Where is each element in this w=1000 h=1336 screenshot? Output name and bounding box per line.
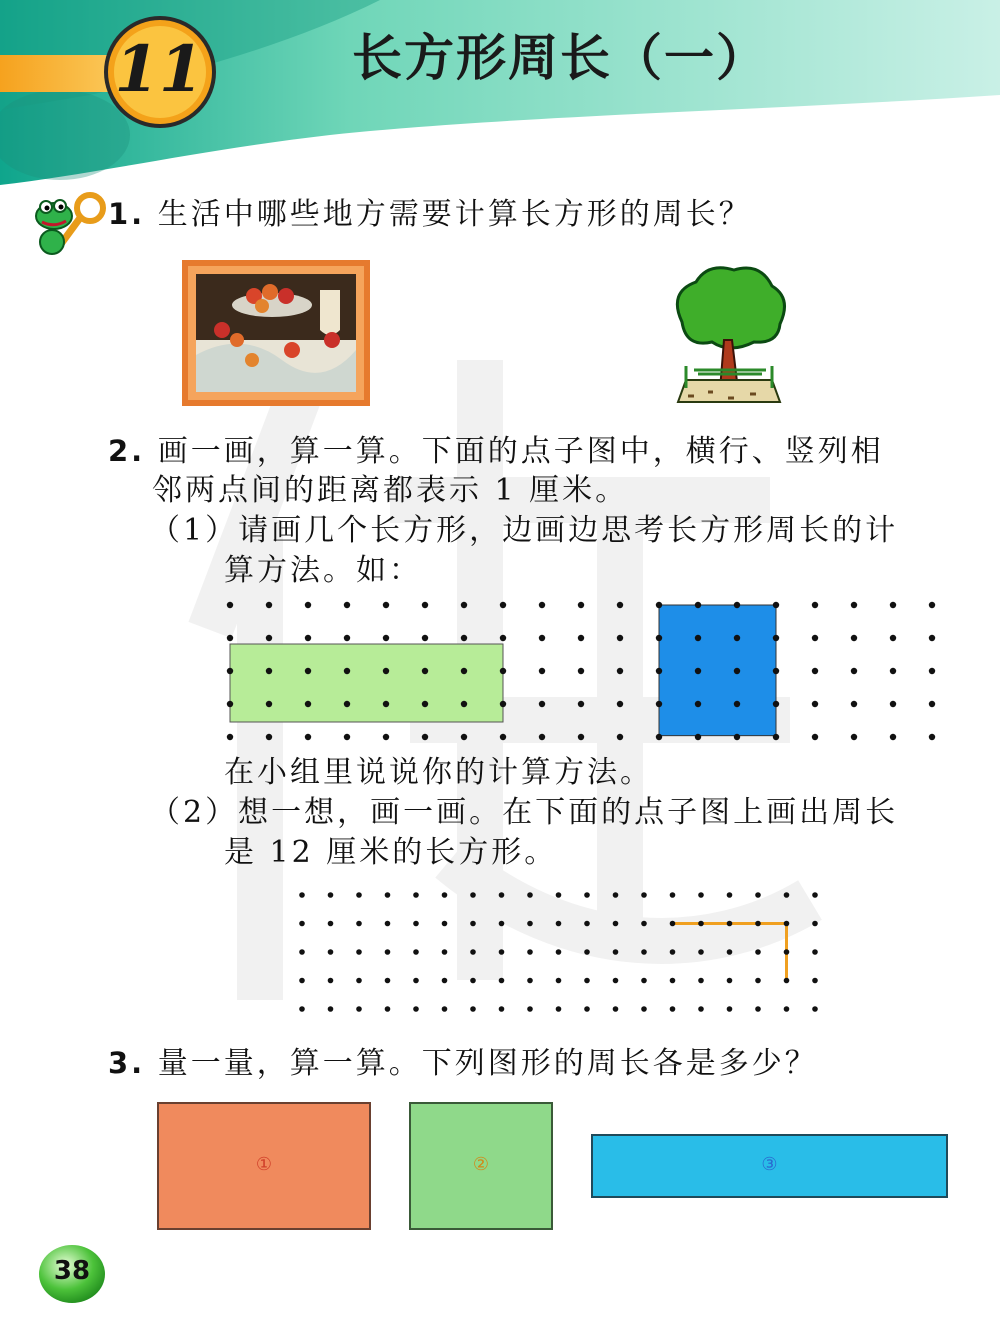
shape-1-label: ①: [255, 1154, 273, 1175]
grid-dot: [383, 734, 389, 740]
grid-dot: [413, 892, 419, 898]
q2-line1: 画一画，算一算。下面的点子图中，横行、竖列相: [157, 434, 884, 469]
grid-dot: [385, 892, 391, 898]
grid-dot: [670, 892, 676, 898]
grid-dot: [305, 602, 311, 608]
grid-dot: [266, 734, 272, 740]
q2-text-line1: [108, 431, 884, 472]
grid-dot: [556, 892, 562, 898]
grid-dot: [890, 701, 896, 707]
grid-dot: [305, 668, 311, 674]
grid-dot: [812, 1006, 818, 1012]
grid-dot: [470, 921, 476, 927]
grid-dot: [328, 892, 334, 898]
shape-3-rectangle: [591, 1134, 948, 1198]
grid-dot: [617, 668, 623, 674]
grid-dot: [500, 635, 506, 641]
grid-dot: [613, 978, 619, 984]
grid-dot: [613, 892, 619, 898]
grid-dot: [383, 602, 389, 608]
grid-dot: [385, 978, 391, 984]
grid-dot: [461, 635, 467, 641]
grid-dot: [812, 701, 818, 707]
page-number-badge: [38, 1244, 106, 1304]
grid-dot: [784, 921, 790, 927]
framed-painting-image: [182, 260, 370, 406]
grid-dot: [584, 1006, 590, 1012]
grid-dot: [442, 1006, 448, 1012]
grid-dot: [578, 635, 584, 641]
grid-dot: [617, 602, 623, 608]
shape-2-label: ②: [472, 1154, 490, 1175]
grid-dot: [773, 734, 779, 740]
grid-dot: [670, 1006, 676, 1012]
q3-question: 量一量，算一算。下列图形的周长各是多少？: [157, 1046, 818, 1081]
dot-grid-example: [215, 590, 955, 750]
grid-dot: [773, 701, 779, 707]
grid-dot: [656, 668, 662, 674]
grid-dot: [727, 949, 733, 955]
q2-part1-text: 请画几个长方形，边画边思考长方形周长的计: [238, 513, 899, 548]
grid-dot: [328, 949, 334, 955]
grid-dot: [617, 635, 623, 641]
grid-dot: [784, 892, 790, 898]
q2-part1-after: 在小组里说说你的计算方法。: [224, 755, 653, 790]
grid-dot: [656, 734, 662, 740]
grid-dot: [500, 668, 506, 674]
grid-dot: [727, 1006, 733, 1012]
grid-dot: [344, 734, 350, 740]
grid-dot: [812, 892, 818, 898]
grid-dot: [499, 1006, 505, 1012]
grid-dot: [584, 921, 590, 927]
grid-dot: [461, 734, 467, 740]
grid-dot: [328, 978, 334, 984]
grid-dot: [698, 978, 704, 984]
grid-dot: [734, 734, 740, 740]
grid-dot: [578, 602, 584, 608]
grid-dot: [539, 668, 545, 674]
grid-dot: [812, 734, 818, 740]
grid-dot: [734, 701, 740, 707]
example-square-blue: [659, 605, 776, 736]
grid-dot: [356, 978, 362, 984]
grid-dot: [539, 701, 545, 707]
grid-dot: [344, 635, 350, 641]
grid-dot: [929, 734, 935, 740]
grid-dot: [422, 701, 428, 707]
q2-part1-label: （1）: [150, 513, 239, 548]
grid-dot: [227, 602, 233, 608]
grid-dot: [499, 978, 505, 984]
grid-dot: [695, 668, 701, 674]
grid-dot: [413, 978, 419, 984]
grid-dot: [385, 949, 391, 955]
grid-dot: [641, 921, 647, 927]
grid-dot: [890, 668, 896, 674]
grid-dot: [698, 921, 704, 927]
grid-dot: [670, 978, 676, 984]
grid-dot: [617, 701, 623, 707]
grid-dot: [413, 949, 419, 955]
grid-dot: [442, 921, 448, 927]
example-rectangle-green: [230, 644, 503, 722]
grid-dot: [461, 602, 467, 608]
grid-dot: [656, 635, 662, 641]
grid-dot: [299, 1006, 305, 1012]
grid-dot: [527, 1006, 533, 1012]
grid-dot: [461, 668, 467, 674]
grid-dot: [442, 949, 448, 955]
grid-dot: [584, 978, 590, 984]
grid-dot: [656, 701, 662, 707]
q3-number: 3.: [108, 1046, 146, 1080]
grid-dot: [500, 701, 506, 707]
grid-dot: [470, 892, 476, 898]
grid-dot: [299, 892, 305, 898]
grid-dot: [266, 668, 272, 674]
grid-dot: [929, 668, 935, 674]
grid-dot: [356, 1006, 362, 1012]
grid-dot: [422, 635, 428, 641]
q2-part1-line1: [150, 511, 898, 551]
grid-dot: [695, 701, 701, 707]
grid-dot: [734, 668, 740, 674]
page-number: 38: [53, 1256, 91, 1286]
grid-dot: [784, 1006, 790, 1012]
grid-dot: [413, 1006, 419, 1012]
grid-dot: [584, 949, 590, 955]
q2-part2-text: 想一想，画一画。在下面的点子图上画出周长: [238, 795, 899, 830]
q2-part2-line2: 是 12 厘米的长方形。: [224, 835, 558, 870]
grid-dot: [812, 949, 818, 955]
q2-part2-line1: [150, 793, 898, 833]
grid-dot: [695, 602, 701, 608]
grid-dot: [305, 635, 311, 641]
grid-dot: [784, 949, 790, 955]
grid-dot: [227, 668, 233, 674]
grid-dot: [584, 892, 590, 898]
grid-dot: [698, 892, 704, 898]
grid-dot: [499, 892, 505, 898]
grid-dot: [929, 701, 935, 707]
grid-dot: [383, 668, 389, 674]
grid-dot: [344, 701, 350, 707]
grid-dot: [556, 921, 562, 927]
grid-dot: [755, 921, 761, 927]
grid-dot: [539, 602, 545, 608]
grid-dot: [299, 978, 305, 984]
grid-dot: [851, 734, 857, 740]
grid-dot: [500, 602, 506, 608]
grid-dot: [442, 892, 448, 898]
grid-dot: [755, 978, 761, 984]
dot-grid-drawing-area[interactable]: [290, 880, 830, 1030]
grid-dot: [266, 635, 272, 641]
grid-dot: [727, 978, 733, 984]
grid-dot: [755, 949, 761, 955]
grid-dot: [641, 1006, 647, 1012]
grid-dot: [527, 978, 533, 984]
grid-dot: [470, 978, 476, 984]
grid-dot: [695, 734, 701, 740]
grid-dot: [442, 978, 448, 984]
grid-dot: [613, 1006, 619, 1012]
grid-dot: [755, 1006, 761, 1012]
grid-dot: [890, 734, 896, 740]
grid-dot: [641, 978, 647, 984]
q2-part2-label: （2）: [150, 795, 239, 830]
grid-dot: [578, 701, 584, 707]
grid-dot: [890, 635, 896, 641]
q1-question: 生活中哪些地方需要计算长方形的周长？: [157, 197, 752, 232]
grid-dot: [641, 892, 647, 898]
grid-dot: [670, 921, 676, 927]
grid-dot: [385, 921, 391, 927]
grid-dot: [527, 949, 533, 955]
grid-dot: [851, 668, 857, 674]
grid-dot: [422, 734, 428, 740]
grid-dot: [890, 602, 896, 608]
grid-dot: [734, 602, 740, 608]
grid-dot: [755, 892, 761, 898]
grid-dot: [539, 734, 545, 740]
q2-part1-line2: 算方法。如：: [224, 553, 422, 588]
grid-dot: [784, 978, 790, 984]
grid-dot: [227, 635, 233, 641]
grid-dot: [266, 602, 272, 608]
grid-dot: [613, 921, 619, 927]
grid-dot: [812, 921, 818, 927]
grid-dot: [617, 734, 623, 740]
grid-dot: [385, 1006, 391, 1012]
grid-dot: [773, 602, 779, 608]
frog-mascot-icon: [28, 190, 108, 260]
grid-dot: [422, 602, 428, 608]
grid-dot: [695, 635, 701, 641]
q1-number: 1.: [108, 197, 146, 231]
grid-dot: [470, 949, 476, 955]
q1-text-line: [108, 194, 752, 235]
grid-dot: [383, 701, 389, 707]
grid-dot: [698, 1006, 704, 1012]
grid-dot: [727, 921, 733, 927]
shape-2-square: [409, 1102, 553, 1230]
grid-dot: [698, 949, 704, 955]
q2-number: 2.: [108, 434, 146, 468]
grid-dot: [499, 921, 505, 927]
grid-dot: [812, 635, 818, 641]
lesson-number: 11: [114, 32, 204, 107]
grid-dot: [383, 635, 389, 641]
grid-dot: [578, 668, 584, 674]
grid-dot: [929, 635, 935, 641]
grid-dot: [613, 949, 619, 955]
grid-dot: [266, 701, 272, 707]
grid-dot: [461, 701, 467, 707]
grid-dot: [556, 978, 562, 984]
grid-dot: [578, 734, 584, 740]
grid-dot: [539, 635, 545, 641]
grid-dot: [641, 949, 647, 955]
q2-line2: 邻两点间的距离都表示 1 厘米。: [152, 473, 629, 508]
grid-dot: [227, 734, 233, 740]
grid-dot: [773, 635, 779, 641]
grid-dot: [656, 602, 662, 608]
grid-dot: [670, 949, 676, 955]
grid-dot: [305, 701, 311, 707]
grid-dot: [812, 978, 818, 984]
grid-dot: [344, 602, 350, 608]
grid-dot: [299, 921, 305, 927]
grid-dot: [851, 602, 857, 608]
grid-dot: [773, 668, 779, 674]
grid-dot: [527, 921, 533, 927]
shape-3-label: ③: [761, 1154, 778, 1175]
grid-dot: [929, 602, 935, 608]
grid-dot: [470, 1006, 476, 1012]
grid-dot: [556, 1006, 562, 1012]
grid-dot: [356, 921, 362, 927]
grid-dot: [851, 635, 857, 641]
grid-dot: [344, 668, 350, 674]
tree-image: [668, 262, 790, 408]
grid-dot: [299, 949, 305, 955]
grid-dot: [812, 602, 818, 608]
grid-dot: [727, 892, 733, 898]
grid-dot: [227, 701, 233, 707]
grid-dot: [328, 1006, 334, 1012]
grid-dot: [356, 949, 362, 955]
page-title: 长方形周长（一）: [352, 28, 768, 87]
grid-dot: [328, 921, 334, 927]
grid-dot: [851, 701, 857, 707]
grid-dot: [500, 734, 506, 740]
q3-text-line: [108, 1043, 818, 1084]
grid-dot: [356, 892, 362, 898]
grid-dot: [734, 635, 740, 641]
grid-dot: [527, 892, 533, 898]
shape-1-rectangle: [157, 1102, 371, 1230]
grid-dot: [556, 949, 562, 955]
grid-dot: [305, 734, 311, 740]
grid-dot: [499, 949, 505, 955]
grid-dot: [413, 921, 419, 927]
grid-dot: [812, 668, 818, 674]
grid-dot: [422, 668, 428, 674]
